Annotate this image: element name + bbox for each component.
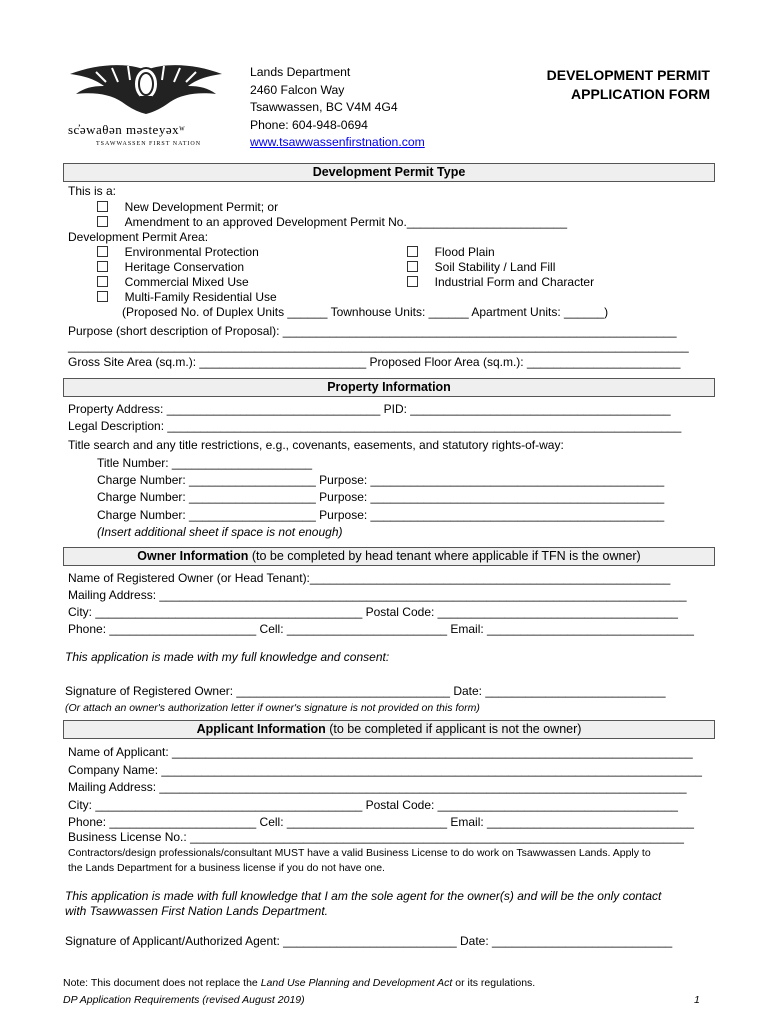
area-industrial-label: Industrial Form and Character bbox=[434, 275, 595, 289]
area-env bbox=[97, 245, 259, 259]
applicant-heading-note: (to be completed if applicant is not the owner) bbox=[325, 722, 582, 736]
applicant-name-field[interactable]: Name of Applicant: ______________________________________________________________________________ bbox=[68, 745, 693, 759]
owner-heading: Owner Information bbox=[137, 549, 249, 563]
area-flood bbox=[407, 245, 495, 259]
permit-type-heading: Development Permit Type bbox=[312, 165, 466, 179]
checkbox-heritage[interactable] bbox=[97, 261, 108, 272]
area-multifamily-label: Multi-Family Residential Use bbox=[124, 290, 277, 304]
address-block bbox=[250, 64, 425, 152]
area-heritage bbox=[97, 260, 244, 274]
section-permit-type bbox=[63, 163, 715, 182]
dept-name: Lands Department bbox=[250, 65, 351, 79]
this-is-label: This is a: bbox=[68, 184, 117, 198]
legal-description-field[interactable]: Legal Description: _____________________________________________________________________________ bbox=[68, 419, 682, 433]
applicant-heading: Applicant Information bbox=[196, 722, 326, 736]
footer-note bbox=[63, 977, 535, 989]
logo-subtitle: TSAWWASSEN FIRST NATION bbox=[96, 141, 202, 147]
checkbox-soil[interactable] bbox=[407, 261, 418, 272]
revision-note: DP Application Requirements (revised August 2019) bbox=[63, 994, 305, 1006]
phone: Phone: 604-948-0694 bbox=[250, 117, 368, 132]
area-env-label: Environmental Protection bbox=[124, 245, 259, 259]
owner-name-field[interactable]: Name of Registered Owner (or Head Tenant):______________________________________________________ bbox=[68, 571, 671, 585]
footer-note-act: Land Use Planning and Development Act bbox=[260, 977, 453, 989]
owner-heading-note: (to be completed by head tenant where applicable if TFN is the owner) bbox=[248, 549, 641, 563]
area-industrial bbox=[407, 275, 594, 289]
area-label: Development Permit Area: bbox=[68, 230, 209, 244]
license-note-1: Contractors/design professionals/consultant MUST have a valid Business License to do work on Tsawwassen Lands. Apply to bbox=[68, 847, 651, 859]
eagle-icon bbox=[66, 62, 226, 122]
footer-note-post: or its regulations. bbox=[452, 977, 536, 989]
form-title bbox=[510, 66, 710, 104]
area-commercial-label: Commercial Mixed Use bbox=[124, 275, 249, 289]
option-new-label: New Development Permit; or bbox=[124, 200, 279, 214]
owner-signature-field[interactable]: Signature of Registered Owner: ________________________________ Date: ___________________________ bbox=[65, 684, 666, 698]
page-number: 1 bbox=[694, 994, 700, 1006]
applicant-phone-field[interactable]: Phone: ______________________ Cell: ________________________ Email: _______________________________ bbox=[68, 815, 694, 829]
checkbox-commercial[interactable] bbox=[97, 276, 108, 287]
owner-phone-field[interactable]: Phone: ______________________ Cell: ________________________ Email: _______________________________ bbox=[68, 622, 694, 636]
title-line-1: DEVELOPMENT PERMIT bbox=[546, 67, 710, 83]
street: 2460 Falcon Way bbox=[250, 82, 345, 97]
units-field[interactable]: (Proposed No. of Duplex Units ______ Townhouse Units: ______ Apartment Units: ______) bbox=[122, 305, 609, 319]
agent-statement-2: with Tsawwassen First Nation Lands Department. bbox=[65, 904, 329, 918]
applicant-signature-field[interactable]: Signature of Applicant/Authorized Agent: __________________________ Date: ___________________________ bbox=[65, 934, 673, 948]
agent-statement-1: This application is made with full knowledge that I am the sole agent for the owner(s) and will be the only contact bbox=[65, 889, 662, 903]
owner-city-field[interactable]: City: ________________________________________ Postal Code: ____________________________________ bbox=[68, 605, 678, 619]
business-license-field[interactable]: Business License No.: __________________________________________________________________________ bbox=[68, 830, 684, 844]
logo-wordmark: sc̓əwaθən məsteyəxʷ bbox=[68, 122, 186, 137]
area-commercial bbox=[97, 275, 249, 289]
checkbox-flood[interactable] bbox=[407, 246, 418, 257]
checkbox-industrial[interactable] bbox=[407, 276, 418, 287]
area-soil bbox=[407, 260, 555, 274]
section-applicant bbox=[63, 720, 715, 739]
property-address-field[interactable]: Property Address: ________________________________ PID: _______________________________________ bbox=[68, 402, 671, 416]
option-amend-label: Amendment to an approved Development Permit No.________________________ bbox=[124, 215, 567, 229]
area-sizes-field[interactable]: Gross Site Area (sq.m.): _________________________ Proposed Floor Area (sq.m.): _______________________ bbox=[68, 355, 681, 369]
checkbox-env[interactable] bbox=[97, 246, 108, 257]
charge-row[interactable]: Charge Number: ___________________ Purpose: ____________________________________________ bbox=[97, 508, 665, 522]
tfn-logo bbox=[66, 62, 226, 152]
option-new bbox=[97, 200, 278, 214]
title-number-field[interactable]: Title Number: _____________________ bbox=[97, 456, 313, 470]
purpose-field-2[interactable]: _____________________________________________________________________________________________ bbox=[68, 339, 689, 353]
footer-note-pre: Note: This document does not replace the bbox=[63, 977, 261, 989]
area-multifamily bbox=[97, 290, 277, 304]
company-name-field[interactable]: Company Name: _________________________________________________________________________________ bbox=[68, 763, 702, 777]
checkbox-amend[interactable] bbox=[97, 216, 108, 227]
property-heading: Property Information bbox=[327, 380, 451, 394]
title-search-label: Title search and any title restrictions, e.g., covenants, easements, and statutory rights-of-way: bbox=[68, 438, 564, 452]
charge-row[interactable]: Charge Number: ___________________ Purpose: ____________________________________________ bbox=[97, 473, 665, 487]
title-line-2: APPLICATION FORM bbox=[571, 86, 710, 102]
license-note-2: the Lands Department for a business license if you do not have one. bbox=[68, 862, 385, 874]
applicant-city-field[interactable]: City: ________________________________________ Postal Code: ____________________________________ bbox=[68, 798, 678, 812]
purpose-field[interactable]: Purpose (short description of Proposal): ___________________________________________________________ bbox=[68, 324, 677, 338]
insert-sheet-note: (Insert additional sheet if space is not enough) bbox=[97, 525, 343, 539]
charge-row[interactable]: Charge Number: ___________________ Purpose: ____________________________________________ bbox=[97, 490, 665, 504]
section-property bbox=[63, 378, 715, 397]
area-heritage-label: Heritage Conservation bbox=[124, 260, 245, 274]
city: Tsawwassen, BC V4M 4G4 bbox=[250, 100, 398, 114]
checkbox-multifamily[interactable] bbox=[97, 291, 108, 302]
checkbox-new[interactable] bbox=[97, 201, 108, 212]
section-owner bbox=[63, 547, 715, 566]
area-soil-label: Soil Stability / Land Fill bbox=[434, 260, 556, 274]
area-flood-label: Flood Plain bbox=[434, 245, 495, 259]
website-link[interactable]: www.tsawwassenfirstnation.com bbox=[250, 135, 425, 149]
consent-text: This application is made with my full knowledge and consent: bbox=[65, 650, 390, 664]
option-amend bbox=[97, 215, 567, 229]
owner-mailing-field[interactable]: Mailing Address: _______________________________________________________________________________ bbox=[68, 588, 687, 602]
authorization-note: (Or attach an owner's authorization letter if owner's signature is not provided on this form) bbox=[65, 702, 480, 714]
applicant-mailing-field[interactable]: Mailing Address: _______________________________________________________________________________ bbox=[68, 780, 687, 794]
